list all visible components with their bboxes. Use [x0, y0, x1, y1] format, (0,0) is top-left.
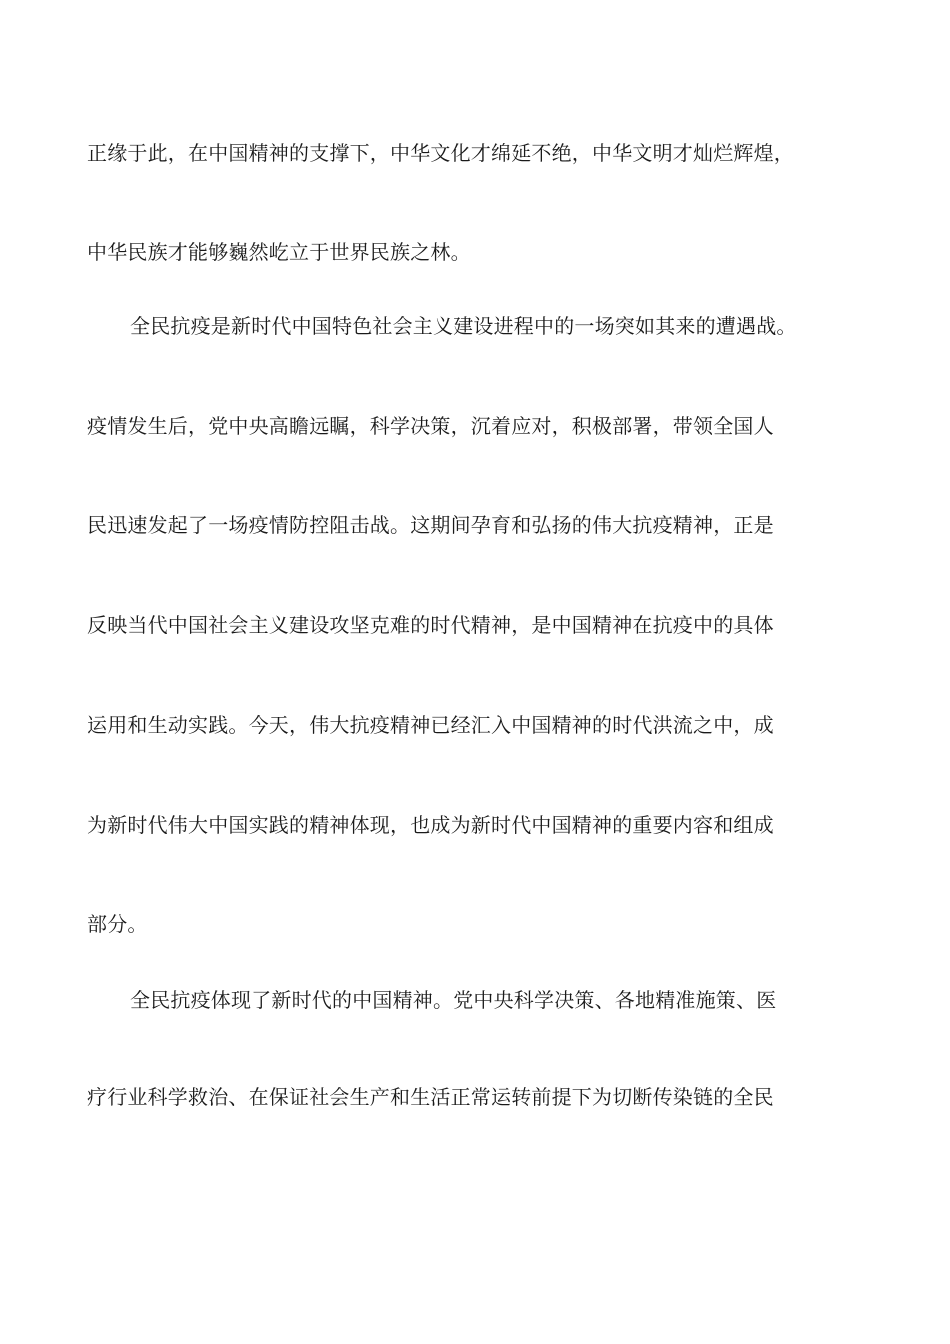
text-line: 中华民族才能够巍然屹立于世界民族之林。 [87, 240, 471, 264]
text-line: 民迅速发起了一场疫情防控阻击战。这期间孕育和弘扬的伟大抗疫精神，正是 [87, 513, 774, 537]
text-line: 为新时代伟大中国实践的精神体现，也成为新时代中国精神的重要内容和组成 [87, 813, 774, 837]
paragraph-first-line: 全民抗疫体现了新时代的中国精神。党中央科学决策、各地精准施策、医 [130, 988, 777, 1012]
text-line: 疗行业科学救治、在保证社会生产和生活正常运转前提下为切断传染链的全民 [87, 1085, 774, 1109]
paragraph-first-line: 全民抗疫是新时代中国特色社会主义建设进程中的一场突如其来的遭遇战。 [130, 314, 797, 338]
text-line: 反映当代中国社会主义建设攻坚克难的时代精神，是中国精神在抗疫中的具体 [87, 613, 774, 637]
text-line: 部分。 [87, 912, 148, 936]
text-line: 运用和生动实践。今天，伟大抗疫精神已经汇入中国精神的时代洪流之中，成 [87, 713, 774, 737]
text-line: 疫情发生后，党中央高瞻远瞩，科学决策，沉着应对，积极部署，带领全国人 [87, 414, 774, 438]
text-line: 正缘于此，在中国精神的支撑下，中华文化才绵延不绝，中华文明才灿烂辉煌， [87, 141, 794, 165]
